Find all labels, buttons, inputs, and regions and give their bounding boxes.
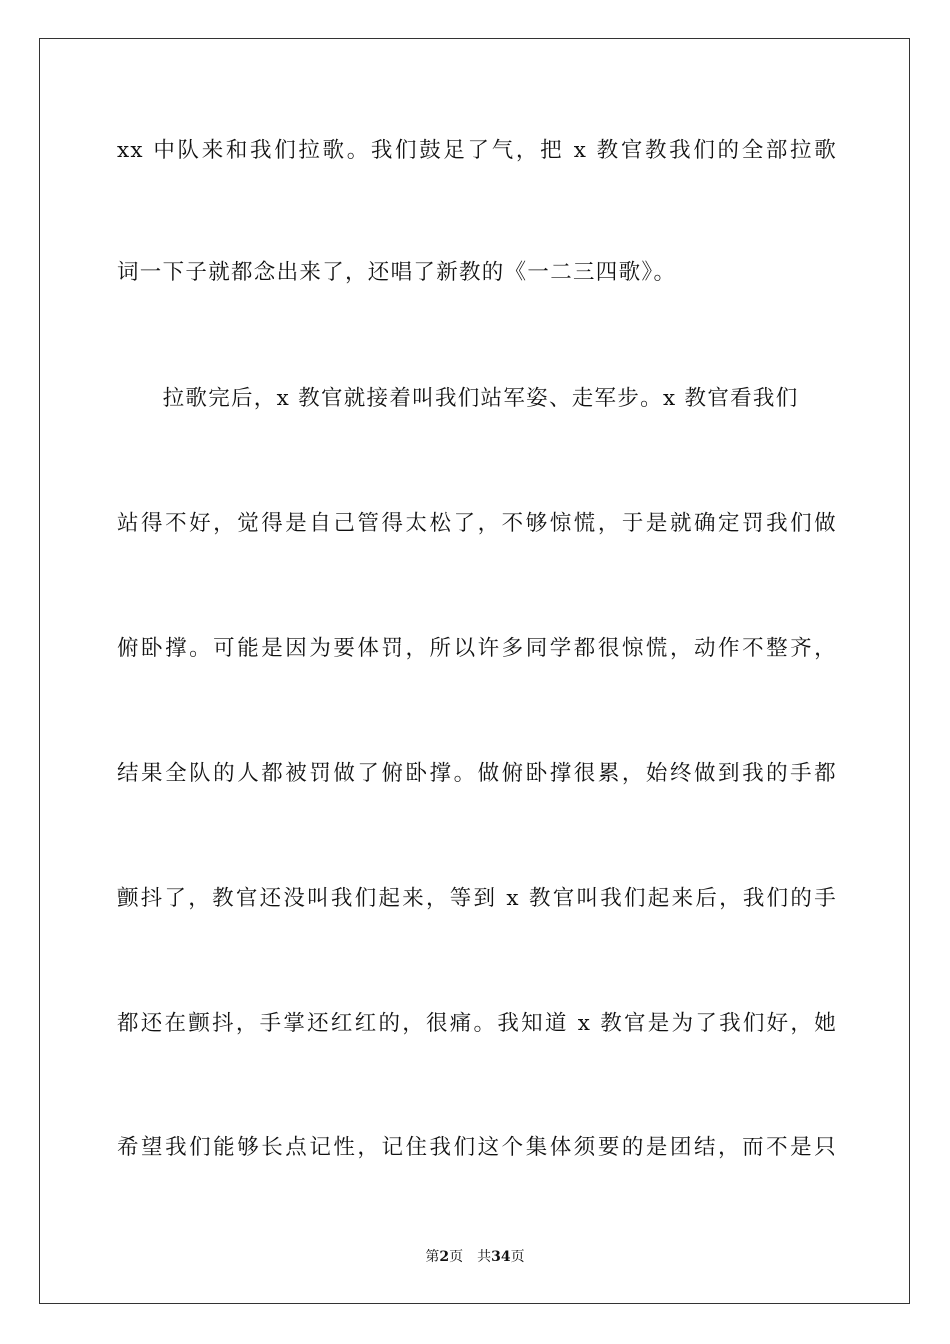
body-text-line: 站得不好，觉得是自己管得太松了，不够惊慌，于是就确定罚我们做 [117,511,837,536]
page-number: 2 [439,1249,450,1265]
body-text-line: 词一下子就都念出来了，还唱了新教的《一二三四歌》。 [117,260,677,285]
body-text-line: 俯卧撑。可能是因为要体罚，所以许多同学都很惊慌，动作不整齐， [117,636,837,661]
page-border [39,38,910,1304]
body-text-line: 颤抖了，教官还没叫我们起来，等到 x 教官叫我们起来后，我们的手 [117,886,837,911]
page-prefix: 第 [425,1249,440,1265]
page-suffix: 页 [449,1249,464,1265]
body-text-line: 结果全队的人都被罚做了俯卧撑。做俯卧撑很累，始终做到我的手都 [117,761,837,786]
body-text-line: 希望我们能够长点记性，记住我们这个集体须要的是团结，而不是只 [117,1135,837,1160]
total-pages: 34 [491,1249,511,1265]
body-text-line: 都还在颤抖，手掌还红红的，很痛。我知道 x 教官是为了我们好，她 [117,1011,837,1036]
body-text-line: xx 中队来和我们拉歌。我们鼓足了气，把 x 教官教我们的全部拉歌 [117,138,837,163]
body-text-line: 拉歌完后，x 教官就接着叫我们站军姿、走军步。x 教官看我们 [117,386,799,411]
total-prefix: 共 [477,1249,492,1265]
page-footer [0,1247,950,1267]
total-suffix: 页 [510,1249,525,1265]
